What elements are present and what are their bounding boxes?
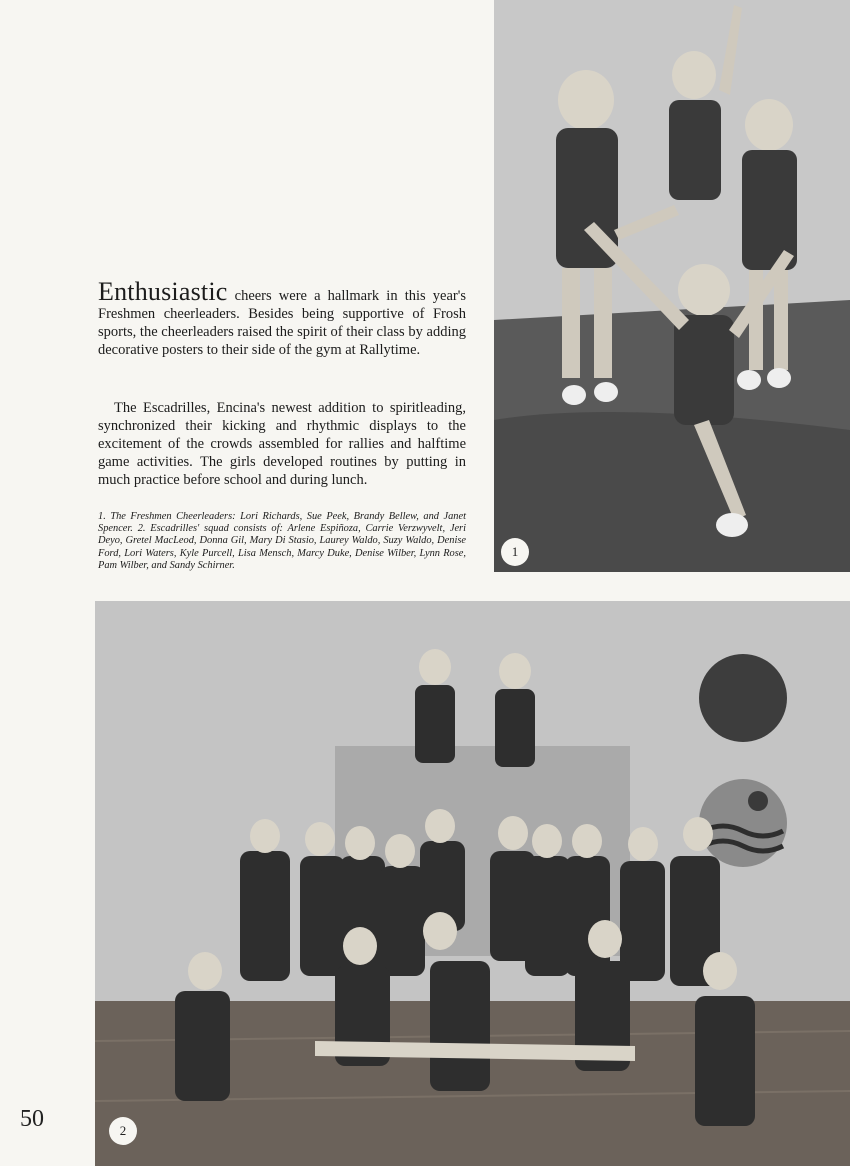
article-body [98,277,466,489]
photo-1-badge: 1 [501,538,529,566]
photo-escadrilles-squad-image [95,601,850,1166]
page-number: 50 [20,1106,44,1132]
paragraph-escadrilles: The Escadrilles, Encina's newest addition to spiritleading, synchronized their kicking and rhythmic displays to the excitement of the crowds assembled for rallies and halftime game activities. The girls developed routines by putting in much practice before school and during lunch. [98,400,466,488]
photo-escadrilles-squad [95,601,850,1166]
photo-2-badge: 2 [109,1117,137,1145]
lead-word: Enthusiastic [98,277,228,306]
paragraph-freshmen-text: cheers were a hallmark in this year's Freshmen cheerleaders. Besides being supportive of Frosh sports, the cheerleaders raised the spirit of their class by adding decorative posters to their side of the gym at Rallytime. [98,288,466,358]
paragraph-freshmen [98,277,466,359]
photo-caption: 1. The Freshmen Cheerleaders: Lori Richards, Sue Peek, Brandy Bellew, and Janet Spencer. 2. Escadrilles' squad consists of: Arlene Espiñoza, Carrie Verzwyvelt, Jeri Deyo, Gretel MacLeod, Donna Gil, Mary Di Stasio, Laurey Waldo, Suzy Waldo, Denise Ford, Lori Waters, Kyle Purcell, Lisa Mensch, Marcy Duke, Denise Wilber, Lynn Rose, Pam Wilber, and Sandy Schirner. [98,511,466,571]
photo-freshmen-cheerleaders-image [494,0,850,572]
photo-freshmen-cheerleaders [494,0,850,572]
